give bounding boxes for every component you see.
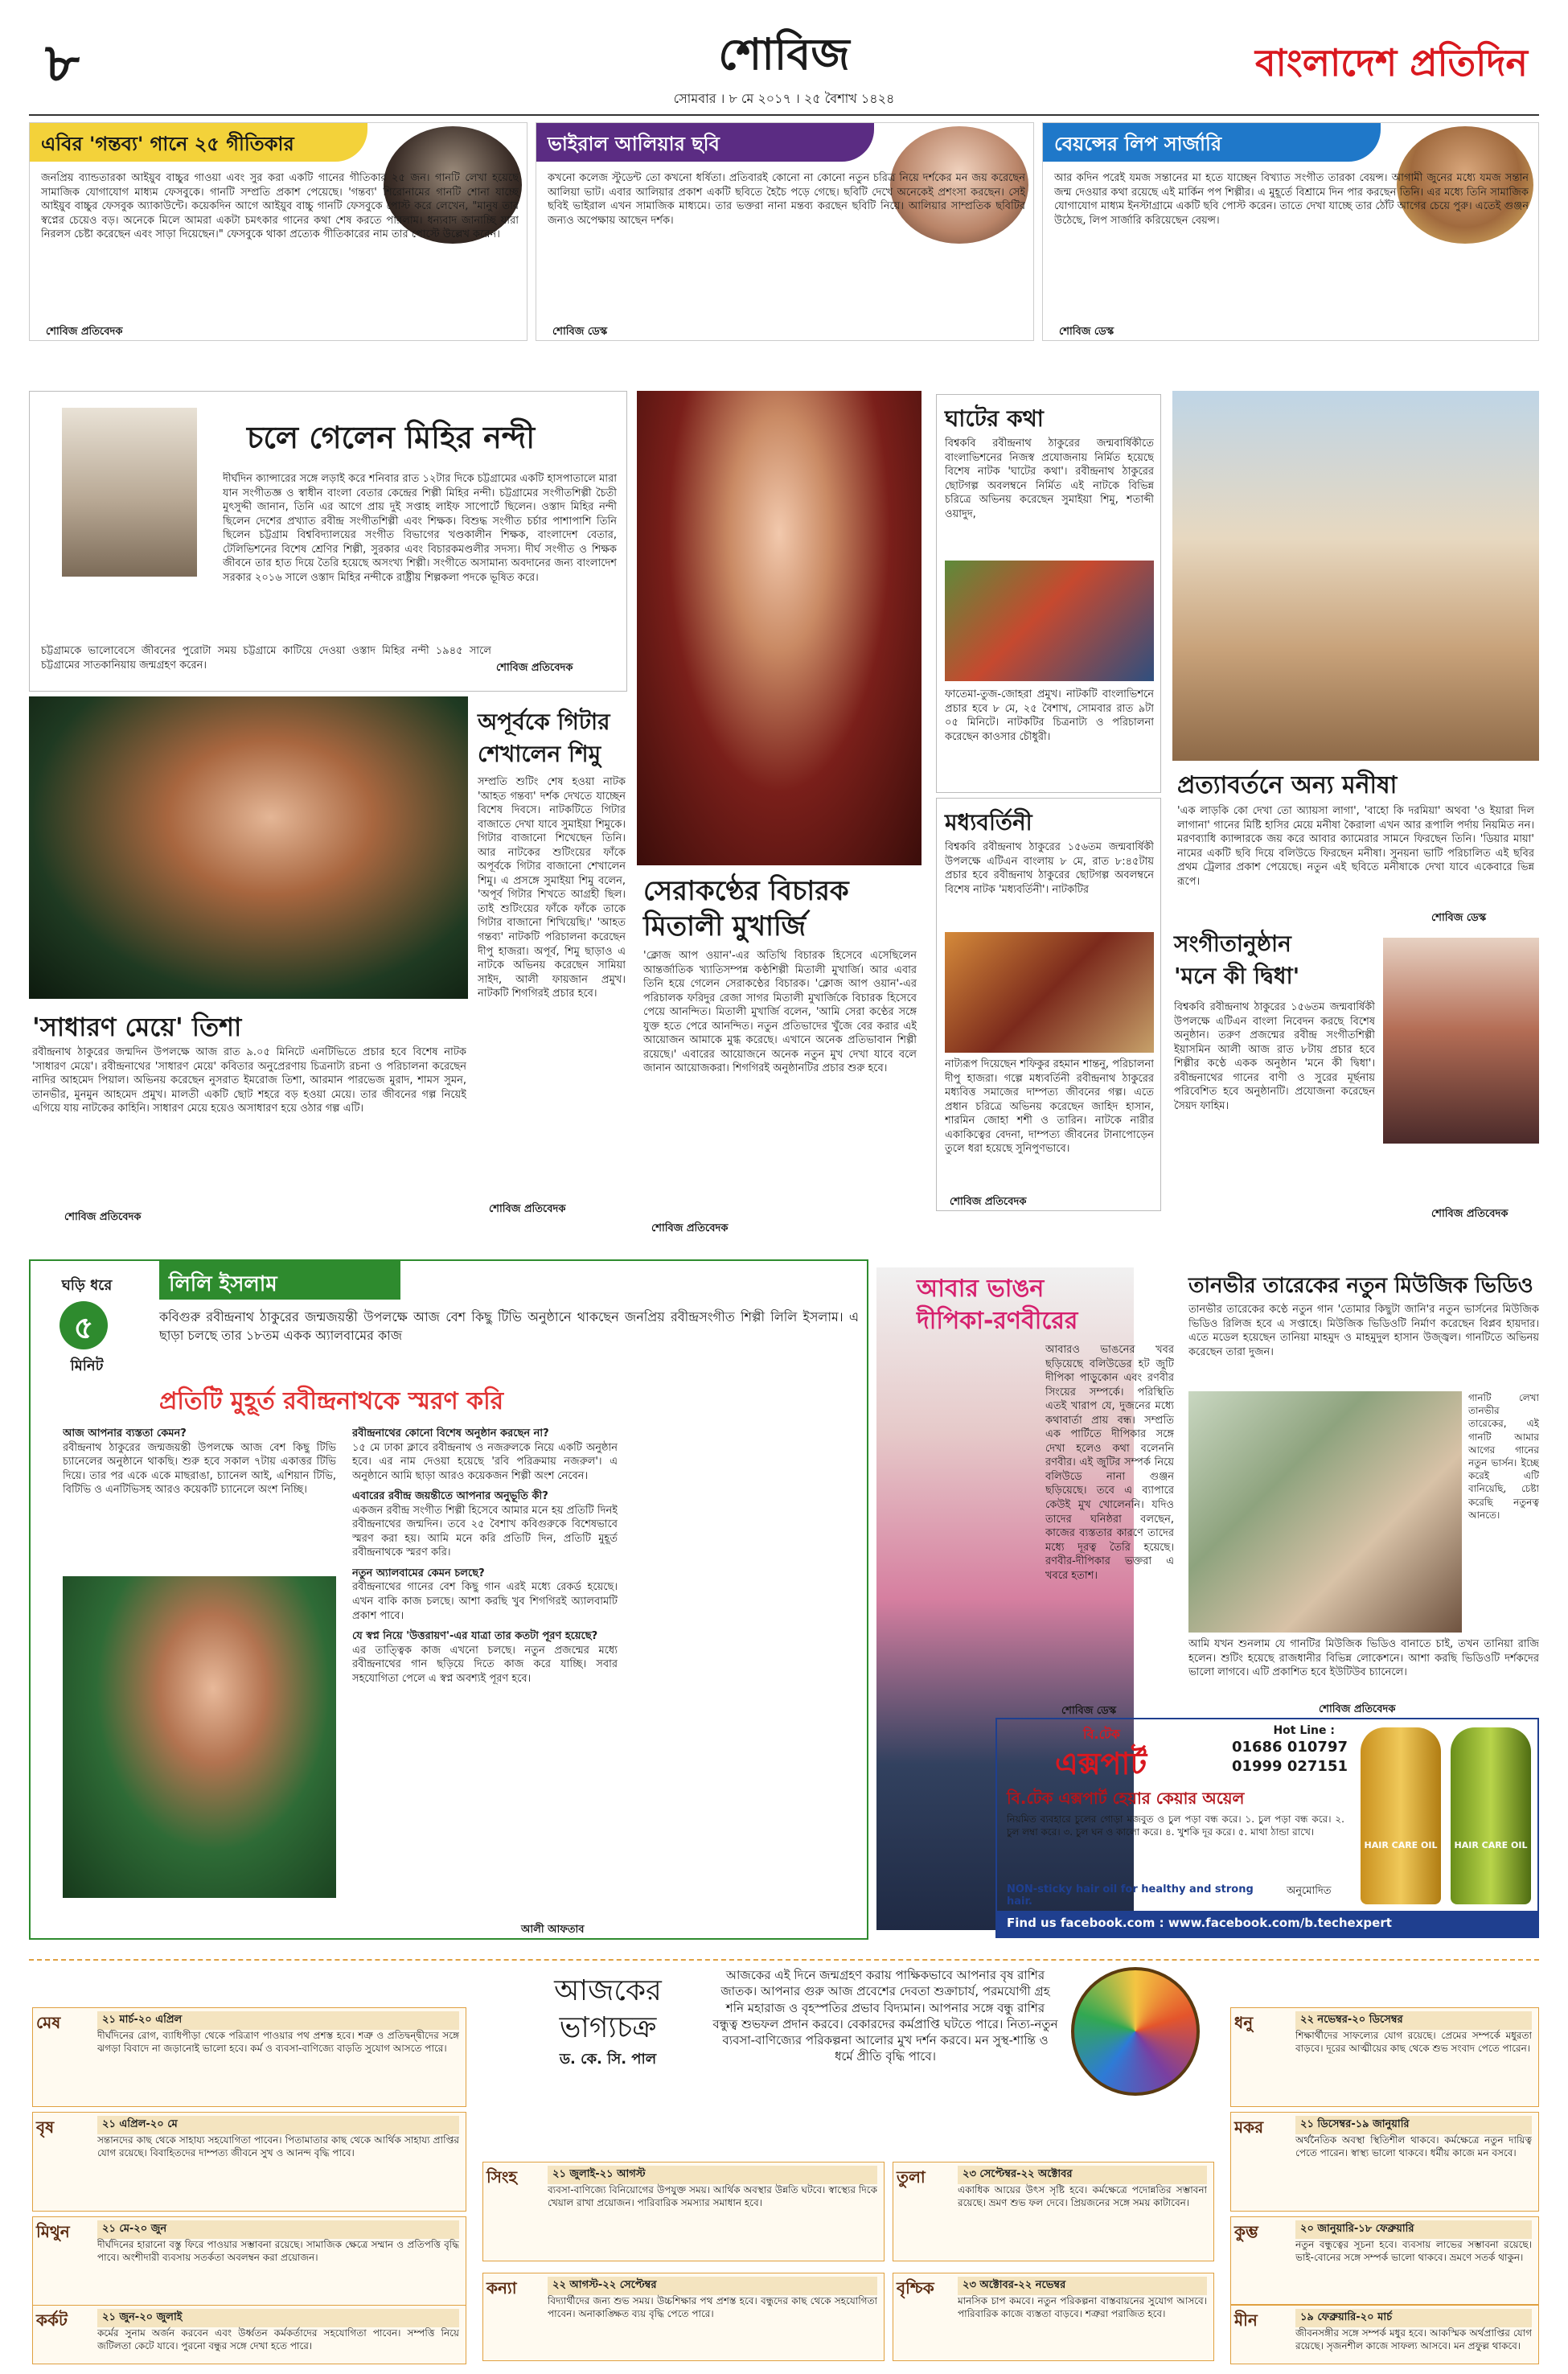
dateline: সোমবার । ৮ মে ২০১৭ । ২৫ বৈশাখ ১৪২৪ — [673, 91, 895, 106]
horoscope-sign-dates: ২১ মে-২০ জুন — [97, 2220, 459, 2239]
horoscope-sign-name: সিংহ — [486, 2167, 518, 2187]
horoscope-sign-dates: ২২ নভেম্বর-২০ ডিসেম্বর — [1295, 2011, 1532, 2030]
mitali-photo — [637, 391, 922, 865]
strip-body: জনপ্রিয় ব্যান্ডতারকা আইয়ুব বাচ্চুর গাওয়া এবং সুর করা একটি গানের গীতিকার ২৫ জন। গানটি লেখা হয়েছে সামাজিক যোগাযোগ মাধ্যম ফেসবুকে। গানটি সম্প্রতি প্রকাশ পেয়েছে। 'গন্তব্য' শিরোনামের গানটি শোনা যাচ্ছে আইয়ুব বাচ্চুর ফেসবুক অ্যাকাউন্টে। কয়েকদিন আগে আইয়ুব বাচ্চু গানটি ফেসবুকে পোস্ট করে লেখেন, "মানুষ তার স্বপ্নের চেয়েও বড়। অনেকে মিলে আমরা একটা চমৎকার গানের কথা শেষ করতে পারলাম। ধন্যবাদ জানাচ্ছি যারা নিরলস চেষ্টা করেছেন এবং সাড়া দিয়েছেন।" ফেসবুকে থাকা প্রত্যেক গীতিকারের নাম তার পোস্টে উল্লেখ করেন। — [41, 172, 519, 241]
horoscope-sign-box — [32, 2007, 466, 2107]
dipika-body: আবারও ভাঙনের খবর ছড়িয়েছে বলিউডের হট জুটি দীপিকা পাড়ুকোন এবং রণবীর সিংয়ের সম্পর্কে। পরিস্থিতি এতই খারাপ যে, দুজনের মধ্যে কথাবার্তা প্রায় বন্ধ। সম্প্রতি এক পার্টিতে দীপিকার সঙ্গে দেখা হলেও কথা বলেননি রণবীর। এই জুটির সম্পর্ক নিয়ে বলিউডে নানা গুঞ্জন ছড়িয়েছে। তবে এ ব্যাপারে কেউই মুখ খোলেননি। যদিও তাদের ঘনিষ্ঠরা বলছেন, কাজের ব্যস্ততার কারণে তাদের মধ্যে দূরত্ব তৈরি হয়েছে। রণবীর-দীপিকার ভক্তরা এ খবরে হতাশ। — [1045, 1344, 1174, 1582]
mitali-headline-2: মিতালী মুখার্জি — [643, 910, 807, 943]
tanvir-headline: তানভীর তারেকের নতুন মিউজিক ভিডিও — [1188, 1274, 1533, 1298]
masthead — [0, 0, 1568, 121]
top-strip-item-2 — [536, 122, 1034, 341]
horoscope-sign-box — [482, 2273, 885, 2361]
lili-side-badge-number: ৫ — [73, 1310, 94, 1345]
page-number: ৮ — [45, 31, 80, 94]
ad-tagline: NON-sticky hair oil for healthy and strong hair. — [1007, 1883, 1254, 1908]
lili-q5: যে স্বপ্ন নিয়ে 'উত্তরায়ণ'-এর যাত্রা তার কতটা পূরণ হয়েছে? — [352, 1630, 598, 1643]
mihir-photo — [62, 408, 197, 577]
horoscope-sign-text: ব্যবসা-বাণিজ্যে বিনিয়োগের উপযুক্ত সময়। আর্থিক অবস্থার উন্নতি ঘটবে। স্বাস্থ্যের দিকে খেয়াল রাখা প্রয়োজন। পারিবারিক সমস্যার সমাধান হবে। — [548, 2184, 877, 2209]
horoscope-sign-box — [482, 2162, 885, 2261]
mihir-headline: চলে গেলেন মিহির নন্দী — [247, 420, 536, 455]
horoscope-sign-text: দীর্ঘদিনের হারানো বস্তু ফিরে পাওয়ার সম্ভাবনা রয়েছে। সামাজিক ক্ষেত্রে সম্মান ও প্রতিপত্তি বৃদ্ধি পাবে। অংশীদারী ব্যবসায় সতর্কতা অবলম্বন করা প্রয়োজন। — [97, 2239, 459, 2264]
shimu-credit: শোবিজ প্রতিবেদক — [489, 1203, 566, 1215]
lili-col1 — [63, 1427, 336, 1568]
ad-hotline-label: Hot Line : — [1273, 1724, 1335, 1737]
horoscope-sign-name: মকর — [1234, 2117, 1264, 2137]
horoscope-sign-dates: ২১ ডিসেম্বর-১৯ জানুয়ারি — [1295, 2116, 1532, 2134]
monisha-photo — [1172, 391, 1539, 761]
moddhoborti-article — [936, 798, 1161, 1211]
horoscope-sign-text: মানসিক চাপ কমবে। নতুন পরিকল্পনা বাস্তবায়নের সুযোগ আসবে। পারিবারিক কাজে ব্যস্ততা বাড়বে। শত্রুরা পরাজিত হবে। — [958, 2295, 1207, 2320]
horoscope-sign-dates: ২১ জুলাই-২১ আগস্ট — [548, 2166, 877, 2184]
horoscope-sign-name: মীন — [1234, 2310, 1258, 2330]
tisha-credit: শোবিজ প্রতিবেদক — [64, 1211, 142, 1223]
zodiac-wheel — [1071, 1967, 1200, 2096]
lili-a4: রবীন্দ্রনাথের গানের বেশ কিছু গান এরই মধ্যে রেকর্ড হয়েছে। এখন বাকি কাজ চলছে। আশা করছি খুব শিগগিরই অ্যালবামটি প্রকাশ পাবে। — [352, 1581, 618, 1622]
lili-photo — [63, 1576, 336, 1898]
lili-article — [29, 1259, 868, 1940]
lili-col2 — [352, 1427, 618, 1917]
horoscope-sign-dates: ২০ জানুয়ারি-১৮ ফেব্রুয়ারি — [1295, 2220, 1532, 2239]
hair-oil-ad — [995, 1718, 1539, 1938]
tisha-photo — [29, 696, 468, 999]
horoscope-sign-name: বৃষ — [36, 2117, 55, 2137]
horoscope-sign-text: জীবনসঙ্গীর সঙ্গে সম্পর্ক মধুর হবে। আকস্মিক অর্থপ্রাপ্তির যোগ রয়েছে। সৃজনশীল কাজে সাফল্য আসবে। মন প্রফুল্ল থাকবে। — [1295, 2327, 1532, 2352]
ad-bottle-2-label: HAIR CARE OIL — [1454, 1840, 1528, 1850]
horoscope-sign-dates: ১৯ ফেব্রুয়ারি-২০ মার্চ — [1295, 2309, 1532, 2327]
ad-description: নিয়মিত ব্যবহারে চুলের গোড়া মজবুত ও চুল পড়া বন্ধ করে। ১. চুল পড়া বন্ধ করে। ২. চুল লম্বা করে। ৩. চুল ঘন ও কালো করে। ৪. খুশকি দূর করে। ৫. মাথা ঠান্ডা রাখে। — [1007, 1813, 1344, 1838]
ad-hotline-2: 01999 027151 — [1231, 1758, 1348, 1775]
lili-a5: এর তাত্ত্বিক কাজ এখনো চলছে। নতুন প্রজন্মের মধ্যে রবীন্দ্রনাথের গান ছড়িয়ে দিতে কাজ করে যাচ্ছি। সবার সহযোগিতা পেলে এ স্বপ্ন অবশ্যই পূরণ হবে। — [352, 1644, 618, 1685]
masthead-rule — [29, 114, 1539, 116]
ghater-headline: ঘাটের কথা — [945, 405, 1044, 432]
strip-credit: শোবিজ ডেস্ক — [1059, 326, 1114, 338]
lili-name: লিলি ইসলাম — [169, 1272, 277, 1296]
mihir-credit: শোবিজ প্রতিবেদক — [496, 662, 573, 674]
monisha-credit: শোবিজ ডেস্ক — [1431, 912, 1487, 924]
strip-body: আর কদিন পরেই যমজ সন্তানের মা হতে যাচ্ছেন বিখ্যাত সংগীত তারকা বেয়ন্স। আগামী জুনের মধ্যে যমজ সন্তান জন্ম দেওয়ার কথা রয়েছে এই মার্কিন পপ শিল্পীর। এ মুহূর্তে বিশ্রামে দিন পার করছেন তিনি। এর মধ্যে তিনি সামাজিক যোগাযোগ মাধ্যম ইনস্টাগ্রামে একটি ছবি পোস্ট করেন। তাতে দেখা যাচ্ছে তার ঠোঁট আগের চেয়ে পুরু। এতেই গুঞ্জন উঠেছে, লিপ সার্জারি করিয়েছেন বেয়ন্স। — [1054, 172, 1529, 227]
horoscope-sign-box — [32, 2216, 466, 2316]
strip-body: কখনো কলেজ স্টুডেন্ট তো কখনো ধর্ষিতা। প্রতিবারই কোনো না কোনো নতুন চরিত্র নিয়ে দর্শকের মন জয় করেছেন আলিয়া ভাট। এবার আলিয়ার প্রকাশ একটি ছবিতে হৈচৈ পড়ে গেছে। ছবিটি দেখে অনেকেই প্রশংসা করছেন। সেই ছবিই ভাইরাল এখন সামাজিক মাধ্যমে। তার ভক্তরা নানা মন্তব্য করছেন ছবিটি নিয়ে। আলিয়ার সাম্প্রতিক ছবিটির জন্যও অপেক্ষায় আছেন দর্শক। — [548, 172, 1025, 227]
horoscope-author: ড. কে. সি. পাল — [559, 2051, 657, 2068]
ghater-photo — [945, 561, 1154, 681]
top-strip-item-1 — [29, 122, 527, 341]
monisha-headline: প্রত্যাবর্তনে অন্য মনীষা — [1177, 771, 1398, 799]
horoscope-sign-box — [893, 2273, 1214, 2361]
horoscope-sign-text: অর্থনৈতিক অবস্থা স্থিতিশীল থাকবে। কর্মক্ষেত্রে নতুন দায়িত্ব পেতে পারেন। স্বাস্থ্য ভালো থাকবে। ধর্মীয় কাজে মন বসবে। — [1295, 2134, 1532, 2159]
mitali-body: 'ক্লোজ আপ ওয়ান'-এর অতিথি বিচারক হিসেবে এসেছিলেন আন্তর্জাতিক খ্যাতিসম্পন্ন কণ্ঠশিল্পী মিতালী মুখার্জি। আর এবার তিনি হয়ে গেলেন সেরাকণ্ঠের বিচারক। 'ক্লোজ আপ ওয়ান'-এর পরিচালক ফরিদুর রেজা সাগর মিতালী মুখার্জিকে বিচারক হিসেবে পেয়ে আনন্দিত। মিতালী মুখার্জি বলেন, 'আমি সেরা কণ্ঠের সঙ্গে যুক্ত হতে পেরে আনন্দিত। নতুন প্রতিভাদের খুঁজে বের করার এই আয়োজন আমাকে মুগ্ধ করেছে। এখানে অনেক প্রতিভাবান শিল্পী রয়েছে।' এবারের আয়োজনে অনেক নতুন মুখ দেখা যাবে বলে জানান আয়োজকরা। শিগগিরই অনুষ্ঠানটির প্রচার শুরু হবে। — [643, 950, 917, 1075]
horoscope-title-1: আজকের — [554, 1974, 662, 2007]
ad-bottle-2 — [1451, 1727, 1531, 1904]
horoscope-sign-text: কর্মের সুনাম অর্জন করবেন এবং উর্ধ্বতন কর্মকর্তাদের সহযোগিতা পাবেন। সম্পত্তি নিয়ে জটিলতা কেটে যাবে। পুরনো বন্ধুর সঙ্গে দেখা হতে পারে। — [97, 2327, 459, 2352]
ad-brand: এক্সপার্ট — [1054, 1746, 1147, 1781]
section-title: শোবিজ — [718, 29, 850, 80]
ad-bottle-1-label: HAIR CARE OIL — [1364, 1840, 1438, 1850]
horoscope-sign-box — [32, 2112, 466, 2212]
tanvir-photo — [1188, 1391, 1462, 1633]
sangit-body: বিশ্বকবি রবীন্দ্রনাথ ঠাকুরের ১৫৬তম জন্মবার্ষিকী উপলক্ষে এটিএন বাংলা নিবেদন করছে বিশেষ অনুষ্ঠান। তরুণ প্রজন্মের রবীন্দ্র সংগীতশিল্পী ইয়াসমিন আলী আজ রাত ৮টায় প্রচার হবে শিল্পীর কণ্ঠে একক অনুষ্ঠান 'মনে কী দ্বিধা'। রবীন্দ্রনাথের গানের বাণী ও সুরের মূর্ছনায় পরিবেশিত হবে অনুষ্ঠানটি। প্রযোজনা করেছেন সৈয়দ ফাহিম। — [1174, 1001, 1375, 1112]
horoscope-sign-text: বিদ্যার্থীদের জন্য শুভ সময়। উচ্চশিক্ষার পথ প্রশস্ত হবে। বন্ধুদের কাছ থেকে সহযোগিতা পাবেন। অনাকাঙ্ক্ষিত ব্যয় বৃদ্ধি পেতে পারে। — [548, 2295, 877, 2320]
horoscope-title-2: ভাগ্যচক্র — [559, 2011, 657, 2044]
ad-product-line: বি.টেক এক্সপার্ট হেয়ার কেয়ার অয়েল — [1007, 1789, 1245, 1808]
strip-headline: ভাইরাল আলিয়ার ছবি — [548, 133, 720, 155]
horoscope-sign-name: কর্কট — [36, 2310, 68, 2330]
ghater-article — [936, 394, 1161, 793]
horoscope-sign-name: কুম্ভ — [1234, 2222, 1258, 2241]
horoscope-sign-name: মিথুন — [36, 2222, 70, 2241]
brand-logo: বাংলাদেশ প্রতিদিন — [1254, 41, 1528, 84]
top-strip-item-3 — [1042, 122, 1539, 341]
strip-headline: এবির 'গন্তব্য' গানে ২৫ গীতিকার — [41, 133, 294, 155]
dipika-headline-1: আবার ভাঙন — [917, 1275, 1045, 1303]
horoscope-sign-name: ধনু — [1234, 2013, 1254, 2032]
horoscope-sign-box — [893, 2162, 1214, 2261]
horoscope-sign-dates: ২৩ অক্টোবর-২২ নভেম্বর — [958, 2277, 1207, 2295]
moddhoborti-photo — [945, 932, 1154, 1053]
horoscope-sign-box — [1230, 2007, 1539, 2107]
lili-side-label-1: ঘড়ি ধরে — [61, 1277, 113, 1294]
dipika-credit: শোবিজ ডেস্ক — [1061, 1705, 1117, 1717]
lili-q4: নতুন অ্যালবামের কেমন চলছে? — [352, 1567, 485, 1579]
horoscope-sign-name: মেষ — [36, 2013, 61, 2032]
horoscope-sign-box — [32, 2305, 466, 2364]
tanvir-side-body: গানটি লেখা তানভীর তারেকের, এই গানটি আমার আগের গানের নতুন ভার্সন। ইচ্ছে করেই এটি বানিয়েছি, চেষ্টা করেছি নতুনত্ব আনতে। — [1468, 1392, 1539, 1521]
horoscope-sign-dates: ২২ আগস্ট-২২ সেপ্টেম্বর — [548, 2277, 877, 2295]
horoscope-sign-text: একাধিক আয়ের উৎস সৃষ্টি হবে। কর্মক্ষেত্রে পদোন্নতির সম্ভাবনা রয়েছে। ভ্রমণ শুভ ফল দেবে। প্রিয়জনের সঙ্গে সময় কাটাবেন। — [958, 2184, 1207, 2209]
strip-credit: শোবিজ প্রতিবেদক — [46, 326, 123, 338]
mitali-headline-1: সেরাকণ্ঠের বিচারক — [643, 875, 849, 907]
horoscope-sign-box — [1230, 2112, 1539, 2212]
lili-q1: আজ আপনার ব্যস্ততা কেমন? — [63, 1427, 187, 1440]
moddhoborti-headline: মধ্যবর্তিনী — [945, 809, 1032, 836]
ghater-caption: ফাতেমা-তুজ-জোহরা প্রমুখ। নাটকটি বাংলাভিশনে প্রচার হবে ৮ মে, ২৫ বৈশাখ, সোমবার রাত ৯টা ০৫ মিনিটে। নাটকটির চিত্রনাট্য ও পরিচালনা করেছেন কাওসার চৌধুরী। — [945, 688, 1154, 743]
horoscope-sign-box — [1230, 2216, 1539, 2305]
tanvir-bottom-body: আমি যখন শুনলাম যে গানটির মিউজিক ভিডিও বানাতে চাই, তখন তানিয়া রাজি হলেন। শুটিং হয়েছে রাজধানীর বিভিন্ন লোকেশনে। আশা করছি ভিডিওটি দর্শকদের ভালো লাগবে। এটি প্রকাশিত হবে ইউটিউব চ্যানেলে। — [1188, 1638, 1539, 1679]
sangit-credit: শোবিজ প্রতিবেদক — [1431, 1208, 1508, 1220]
horoscope-sign-box — [1230, 2305, 1539, 2364]
horoscope-sign-text: দীর্ঘদিনের রোগ, ব্যাধিপীড়া থেকে পরিত্রাণ পাওয়ার পথ প্রশস্ত হবে। শত্রু ও প্রতিদ্বন্দ্বীদের সঙ্গে ঝগড়া বিবাদে না জড়ানোই ভালো হবে। কর্ম ও ব্যবসা-বাণিজ্যে বাড়তি সুযোগ আসতে পারে। — [97, 2030, 459, 2055]
horoscope-sign-dates: ২১ মার্চ-২০ এপ্রিল — [97, 2011, 459, 2030]
dipika-headline-2: দীপিকা-রণবীরের — [917, 1307, 1078, 1335]
sangit-headline-1: সংগীতানুষ্ঠান — [1174, 930, 1291, 957]
monisha-body: 'এক লাড়কি কো দেখা তো অ্যায়সা লাগা', 'বাহো কি দরমিয়া' অথবা 'ও ইয়ারা দিল লাগানা' গানের মিষ্টি হাসির মেয়ে মনীষা কৈরালা এখন আর রূপালি পর্দায় নিয়মিত নন। মরণব্যাধি ক্যান্সারকে জয় করে আবার ক্যামেরার সামনে ফিরছেন তিনি। 'ডিয়ার মায়া' নামের একটি ছবি দিয়ে বলিউডে ফিরছেন মনীষা। সুনয়না ভাটি পরিচালিত এই ছবির প্রথম ট্রেলার প্রকাশ পেয়েছে। নতুন এই ছবিতে মনীষাকে দেখা যাবে একেবারে ভিন্ন রূপে। — [1177, 805, 1534, 888]
tisha-body: রবীন্দ্রনাথ ঠাকুরের জন্মদিন উপলক্ষে আজ রাত ৯.০৫ মিনিটে এনটিভিতে প্রচার হবে বিশেষ নাটক 'সাধারণ মেয়ে'। রবীন্দ্রনাথের 'সাধারণ মেয়ে' কবিতার অনুপ্রেরণায় চিত্রনাট্য রচনা ও পরিচালনা করেছেন নাদির আহমেদ পিয়াল। অভিনয় করেছেন নুসরাত ইমরোজ তিশা, আরমান পারভেজ মুরাদ, শামস সুমন, তানভীর, মুনমুন আহমেদ প্রমুখ। মালতী একটি ছোট শহরে বড় হওয়া মেয়ে। তার জীবনের গল্প নিয়েই এগিয়ে যায় নাটকের কাহিনি। সাধারণ মেয়ে হয়েও অসাধারণ হয়ে ওঠার গল্প এটি। — [32, 1046, 466, 1115]
lili-q2: রবীন্দ্রনাথের কোনো বিশেষ অনুষ্ঠান করছেন না? — [352, 1427, 549, 1440]
lili-intro: কবিগুরু রবীন্দ্রনাথ ঠাকুরের জন্মজয়ন্তী উপলক্ষে আজ বেশ কিছু টিভি অনুষ্ঠানে থাকছেন জনপ্রিয় রবীন্দ্রসংগীত শিল্পী লিলি ইসলাম। এ ছাড়া চলছে তার ১৮তম একক অ্যালবামের কাজ — [159, 1309, 859, 1344]
strip-credit: শোবিজ ডেস্ক — [552, 326, 608, 338]
tanvir-credit: শোবিজ প্রতিবেদক — [1319, 1703, 1396, 1715]
mitali-credit: শোবিজ প্রতিবেদক — [651, 1222, 729, 1234]
ad-hotline-1: 01686 010797 — [1231, 1739, 1348, 1756]
mihir-article — [29, 391, 627, 692]
moddhoborti-credit: শোবিজ প্রতিবেদক — [950, 1196, 1027, 1208]
tisha-headline: 'সাধারণ মেয়ে' তিশা — [32, 1012, 242, 1042]
horoscope-sign-dates: ২১ এপ্রিল-২০ মে — [97, 2116, 459, 2134]
lili-credit: আলী আফতাব — [521, 1924, 585, 1936]
shimu-headline-2: শেখালেন শিমু — [478, 741, 601, 767]
strip-headline: বেয়ন্সের লিপ সার্জারি — [1054, 133, 1222, 155]
lili-side-label-2: মিনিট — [70, 1357, 104, 1374]
ad-bottle-1 — [1361, 1727, 1441, 1904]
horoscope-sign-name: তুলা — [897, 2167, 926, 2187]
ad-brand-prefix: বি.টেক — [1083, 1727, 1120, 1742]
horoscope-sign-dates: ২৩ সেপ্টেম্বর-২২ অক্টোবর — [958, 2166, 1207, 2184]
tanvir-body: তানভীর তারেকের কণ্ঠে নতুন গান 'তোমার কিছুটা জানি'র নতুন ভার্সনের মিউজিক ভিডিও রিলিজ হবে এ সপ্তাহে। মিউজিক ভিডিওটি নির্মাণ করেছেন বিপ্লব হায়দার। এতে মডেল হয়েছেন তানিয়া মাহমুদ ও মাহমুদুল হাসান উজ্জ্বল। গানটিতে অভিনয় করেছেন তারা দুজন। — [1188, 1304, 1539, 1358]
lili-a2: ১৫ মে ঢাকা ক্লাবে রবীন্দ্রনাথ ও নজরুলকে নিয়ে একটি অনুষ্ঠান হবে। এর নাম দেওয়া হয়েছে 'রবি পরিক্রমায় নজরুল'। এ অনুষ্ঠানে আমি ছাড়া আরও কয়েকজন শিল্পী অংশ নেবেন। — [352, 1441, 618, 1482]
horoscope-sign-text: নতুন বন্ধুত্বের সূচনা হবে। ব্যবসায় লাভের সম্ভাবনা রয়েছে। ভাই-বোনের সঙ্গে সম্পর্ক ভালো থাকবে। ভ্রমণে সতর্ক থাকুন। — [1295, 2239, 1532, 2264]
mihir-body: দীর্ঘদিন ক্যান্সারের সঙ্গে লড়াই করে শনিবার রাত ১২টার দিকে চট্টগ্রামের একটি হাসপাতালে মারা যান সংগীতজ্ঞ ও স্বাধীন বাংলা বেতার কেন্দ্রের শিল্পী মিহির নন্দী। চট্টগ্রামের সংগীতশিল্পী চৈতী মুৎসুদ্দী জানান, তিনি এর আগে প্রায় দুই সপ্তাহ লাইফ সাপোর্টে ছিলেন। ওস্তাদ মিহির নন্দী ছিলেন দেশের প্রখ্যাত রবীন্দ্র সংগীতশিল্পী এবং শিক্ষক। বিশুদ্ধ সংগীত চর্চার পাশাপাশি তিনি ছিলেন চট্টগ্রাম বিশ্ববিদ্যালয়ের সংগীত বিভাগের খণ্ডকালীন শিক্ষক, বাংলাদেশ বেতার, টেলিভিশনের বিশেষ শ্রেণির শিল্পী, সুরকার এবং বিচারকমণ্ডলীর সদস্য। দীর্ঘ সংগীত ও শিক্ষক জীবনে তার হাত দিয়ে তৈরি হয়েছে অসংখ্য শিল্পী। সংগীতে অসামান্য অবদানের জন্য বাংলাদেশ সরকার ২০১৬ সালে ওস্তাদ মিহির নন্দীকে রাষ্ট্রীয় শিল্পকলা পদকে ভূষিত করে। — [223, 473, 617, 584]
ghater-body: বিশ্বকবি রবীন্দ্রনাথ ঠাকুরের জন্মবার্ষিকীতে বাংলাভিশনের নিজস্ব প্রযোজনায় নির্মিত হয়েছে বিশেষ নাটক 'ঘাটের কথা'। রবীন্দ্রনাথ ঠাকুরের ছোটগল্প অবলম্বনে নির্মিত এই নাটকে বিভিন্ন চরিত্রে অভিনয় করেছেন সুমাইয়া শিমু, শতাব্দী ওয়াদুদ, — [945, 437, 1154, 520]
horoscope-intro: আজকের এই দিনে জন্মগ্রহণ করায় পাক্ষিকভাবে আপনার বৃষ রাশির জাতক। আপনার গুরু আজ প্রবেশের দেবতা শুক্রাচার্য, পরমযোগী গ্রহ শনি মহারাজ ও বৃহস্পতির প্রভাব বিদ্যমান। আপনার সঙ্গে বন্ধু রাশির বন্ধুত্ব শুভফল প্রদান করবে। বেকারদের কর্মপ্রাপ্তি ঘটতে পারে। নিত্য-নতুন ব্যবসা-বাণিজ্যের পরিকল্পনা আলোর মুখ দর্শন করবে। মন সুস্থ-শান্তি ও ধর্মে প্রীতি বৃদ্ধি পাবে। — [712, 1968, 1058, 2064]
lili-q3: এবারের রবীন্দ্র জয়ন্তীতে আপনার অনুভূতি কী? — [352, 1490, 548, 1503]
horoscope-sign-text: সন্তানদের কাছ থেকে সাহায্য সহযোগিতা পাবেন। পিতামাতার কাছ থেকে আর্থিক সাহায্য প্রাপ্তির যোগ রয়েছে। বিবাহিতদের দাম্পত্য জীবনে সুখ ও আনন্দ বৃদ্ধি পাবে। — [97, 2134, 459, 2159]
shimu-body: সম্প্রতি শুটিং শেষ হওয়া নাটক 'আহত গন্তব্য' দর্শক দেখতে যাচ্ছেন বিশেষ দিবসে। নাটকটিতে গিটার বাজাতে দেখা যাবে সুমাইয়া শিমুকে। গিটার বাজানো শিখেছেন তিনি। আর নাটকের শুটিংয়ের ফাঁকে অপূর্বকে গিটার বাজানো শেখালেন শিমু। এ প্রসঙ্গে সুমাইয়া শিমু বলেন, 'অপূর্ব গিটার শিখতে আগ্রহী ছিল। তাই শুটিংয়ের ফাঁকে ফাঁকে তাকে গিটার বাজানো শিখিয়েছি।' 'আহত গন্তব্য' নাটকটি পরিচালনা করেছেন দীপু হাজরা। অপূর্ব, শিমু ছাড়াও এ নাটকে অভিনয় করেছেন সামিয়া সাইদ, আলী ফায়জান প্রমুখ। নাটকটি শিগগিরই প্রচার হবে। — [478, 776, 626, 1000]
horoscope-sign-dates: ২১ জুন-২০ জুলাই — [97, 2309, 459, 2327]
moddhoborti-body: বিশ্বকবি রবীন্দ্রনাথ ঠাকুরের ১৫৬তম জন্মবার্ষিকী উপলক্ষে এটিএন বাংলায় ৮ মে, রাত ৮:৪৫টায় প্রচার হবে রবীন্দ্রনাথ ঠাকুরের ছোটগল্প অবলম্বনে বিশেষ নাটক 'মধ্যবর্তিনী'। নাটকটির — [945, 841, 1154, 896]
sangit-photo — [1383, 938, 1539, 1144]
lili-headline: প্রতিটি মুহূর্ত রবীন্দ্রনাথকে স্মরণ করি — [159, 1387, 504, 1415]
horoscope-sign-name: বৃশ্চিক — [897, 2278, 934, 2298]
shimu-headline-1: অপূর্বকে গিটার — [478, 709, 610, 735]
horoscope-sign-text: শিক্ষার্থীদের সাফল্যের যোগ রয়েছে। প্রেমের সম্পর্কে মধুরতা বাড়বে। দূরের আত্মীয়ের কাছ থেকে শুভ সংবাদ পেতে পারেন। — [1295, 2030, 1532, 2055]
mihir-closing: চট্টগ্রামকে ভালোবেসে জীবনের পুরোটা সময় চট্টগ্রামে কাটিয়ে দেওয়া ওস্তাদ মিহির নন্দী ১৯৪৫ সালে চট্টগ্রামের সাতকানিয়ায় জন্মগ্রহণ করেন। — [41, 645, 491, 672]
moddhoborti-caption: নাট্যরূপ দিয়েছেন শফিকুর রহমান শান্তনু, পরিচালনা দীপু হাজরা। গল্পে মধ্যবর্তিনী রবীন্দ্রনাথ ঠাকুরের মধ্যবিত্ত সমাজের দাম্পত্য জীবনের গল্প। এতে প্রধান চরিত্রে অভিনয় করেছেন জাহিদ হাসান, শারমিন জোহা শশী ও তারিন। নাটকে নারীর একাকিত্বের বেদনা, দাম্পত্য জীবনের টানাপোড়েন তুলে ধরা হয়েছে সুনিপুণভাবে। — [945, 1058, 1154, 1156]
sangit-headline-2: 'মনে কী দ্বিধা' — [1174, 963, 1300, 989]
lili-a1: রবীন্দ্রনাথ ঠাকুরের জন্মজয়ন্তী উপলক্ষে আজ বেশ কিছু টিভি চ্যানেলের অনুষ্ঠানে থাকছি। শুরু হবে সকাল ৭টায় একাত্তর টিভি দিয়ে। তার পর একে একে মাছরাঙা, চ্যানেল আই, এশিয়ান টিভি, বিটিভি ও এনটিভিসহ আরও কয়েকটি চ্যানেলে অংশ নিচ্ছি। — [63, 1441, 336, 1497]
horoscope-sign-name: কন্যা — [486, 2278, 517, 2298]
ad-facebook-link[interactable]: Find us facebook.com : www.facebook.com/b.techexpert — [1007, 1916, 1392, 1930]
lili-a3: একজন রবীন্দ্র সংগীত শিল্পী হিসেবে আমার মনে হয় প্রতিটি দিনই রবীন্দ্রনাথের জন্মদিন। তবে ২৫ বৈশাখ কবিগুরুকে বিশেষভাবে স্মরণ করা হয়। আমি মনে করি প্রতিটি দিন, প্রতিটি মুহূর্ত রবীন্দ্রনাথকে স্মরণ করি। — [352, 1504, 618, 1559]
ad-approved: অনুমোদিত — [1287, 1885, 1332, 1897]
